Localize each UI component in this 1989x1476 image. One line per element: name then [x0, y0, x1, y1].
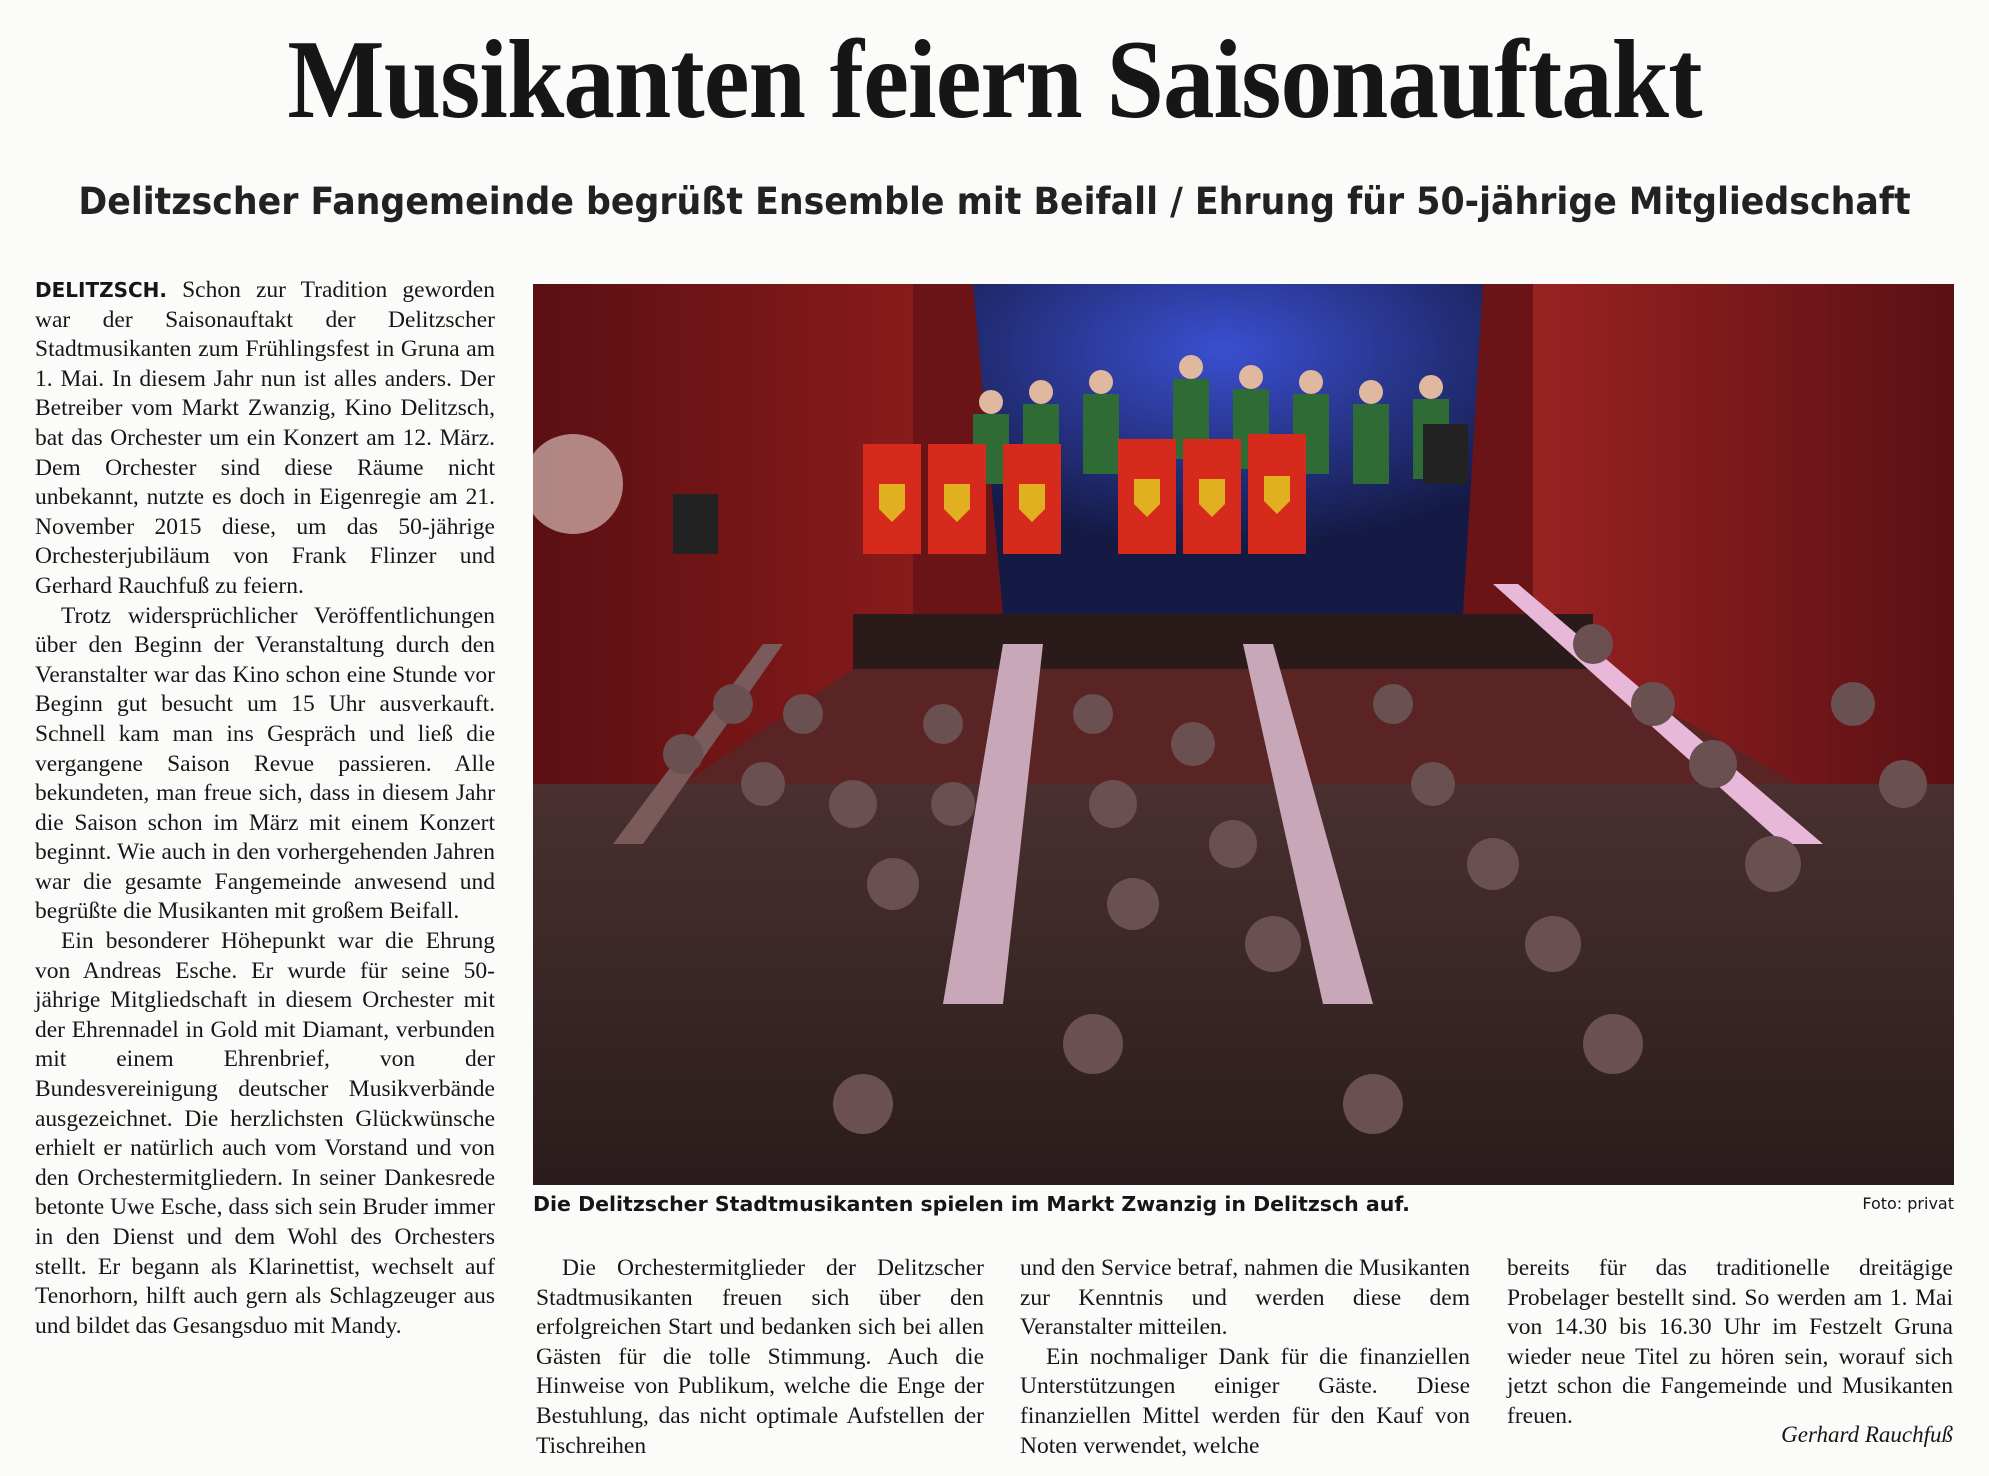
subheadline: Delitzscher Fangemeinde begrüßt Ensemble mit Beifall / Ehrung für 50-jährige Mitgliedschaft	[78, 180, 1911, 223]
photo-credit: Foto: privat	[1862, 1194, 1954, 1213]
paragraph: und den Service betraf, nahmen die Musikanten zur Kenntnis und werden diese dem Veranstalter mitteilen.	[1020, 1255, 1470, 1341]
photo-illustration	[533, 284, 1954, 1185]
paragraph-text: Schon zur Tradition geworden war der Saisonauftakt der Delitzscher Stadtmusikanten zum Frühlingsfest in Gruna am 1. Mai. In diesem Jahr nun ist alles anders. Der Betreiber vom Markt Zwanzig, Kino Delitzsch, bat das Orchester um ein Konzert am 12. März. Dem Orchester sind diese Räume nicht unbekannt, nutzte es doch in Eigenregie am 21. November 2015 diese, um das 50-jährige Orchesterjubiläum von Frank Flinzer und Gerhard Rauchfuß zu feiern.	[35, 277, 495, 599]
paragraph: Ein besonderer Höhepunkt war die Ehrung von Andreas Esche. Er wurde für seine 50-jährige Mitgliedschaft in diesem Orchester mit der Ehrennadel in Gold mit Diamant, verbunden mit einem Ehrenbrief, von der Bundesvereinigung deutscher Musikverbände ausgezeichnet. Die herzlichsten Glückwünsche erhielt er natürlich auch vom Vorstand und von den Orchestermitgliedern. In seiner Dankesrede betonte Uwe Esche, dass sich sein Bruder immer in den Dienst und dem Wohl des Orchesters stellt. Er begann als Klarinettist, wechselt auf Tenorhorn, hilft auch gern als Schlagzeuger aus und bildet das Gesangsduo mit Mandy.	[35, 928, 495, 1339]
paragraph: bereits für das traditionelle dreitägige Probelager bestellt sind. So werden am 1. Mai von 14.30 bis 16.30 Uhr im Festzelt Gruna wieder neue Titel zu hören sein, worauf sich jetzt schon die Fangemeinde und Musikanten freuen.	[1507, 1255, 1953, 1429]
caption-text: Die Delitzscher Stadtmusikanten spielen im Markt Zwanzig in Delitzsch auf.	[533, 1192, 1410, 1216]
dateline: DELITZSCH.	[35, 278, 168, 302]
concert-photo	[533, 284, 1954, 1185]
author-byline: Gerhard Rauchfuß	[1781, 1422, 1953, 1447]
article-column-1	[35, 276, 495, 1341]
article-column-4	[1507, 1254, 1953, 1432]
paragraph: Trotz widersprüchlicher Veröffentlichungen über den Beginn der Veranstaltung durch den Veranstalter war das Kino schon eine Stunde vor Beginn gut besucht um 15 Uhr ausverkauft. Schnell kam man ins Gespräch und ließ die vergangene Saison Revue passieren. Alle bekundeten, man freue sich, dass in diesem Jahr die Saison schon im März mit einem Konzert beginnt. Wie auch in den vorhergehenden Jahren war die gesamte Fangemeinde anwesend und begrüßte die Musikanten mit großem Beifall.	[35, 602, 495, 925]
paragraph	[35, 276, 495, 602]
article-column-3	[1020, 1254, 1470, 1461]
article-column-2	[536, 1254, 984, 1461]
paragraph: Die Orchestermitglieder der Delitzscher Stadtmusikanten freuen sich über den erfolgreichen Start und bedanken sich bei allen Gästen für die tolle Stimmung. Auch die Hinweise von Publikum, welche die Enge der Bestuhlung, das nicht optimale Aufstellen der Tischreihen	[536, 1255, 984, 1459]
headline: Musikanten feiern Saisonauftakt	[287, 18, 1702, 142]
paragraph: Ein nochmaliger Dank für die finanziellen Unterstützungen einiger Gäste. Diese finanziellen Mittel werden für den Kauf von Noten verwendet, welche	[1020, 1343, 1470, 1459]
photo-caption	[533, 1192, 1954, 1216]
